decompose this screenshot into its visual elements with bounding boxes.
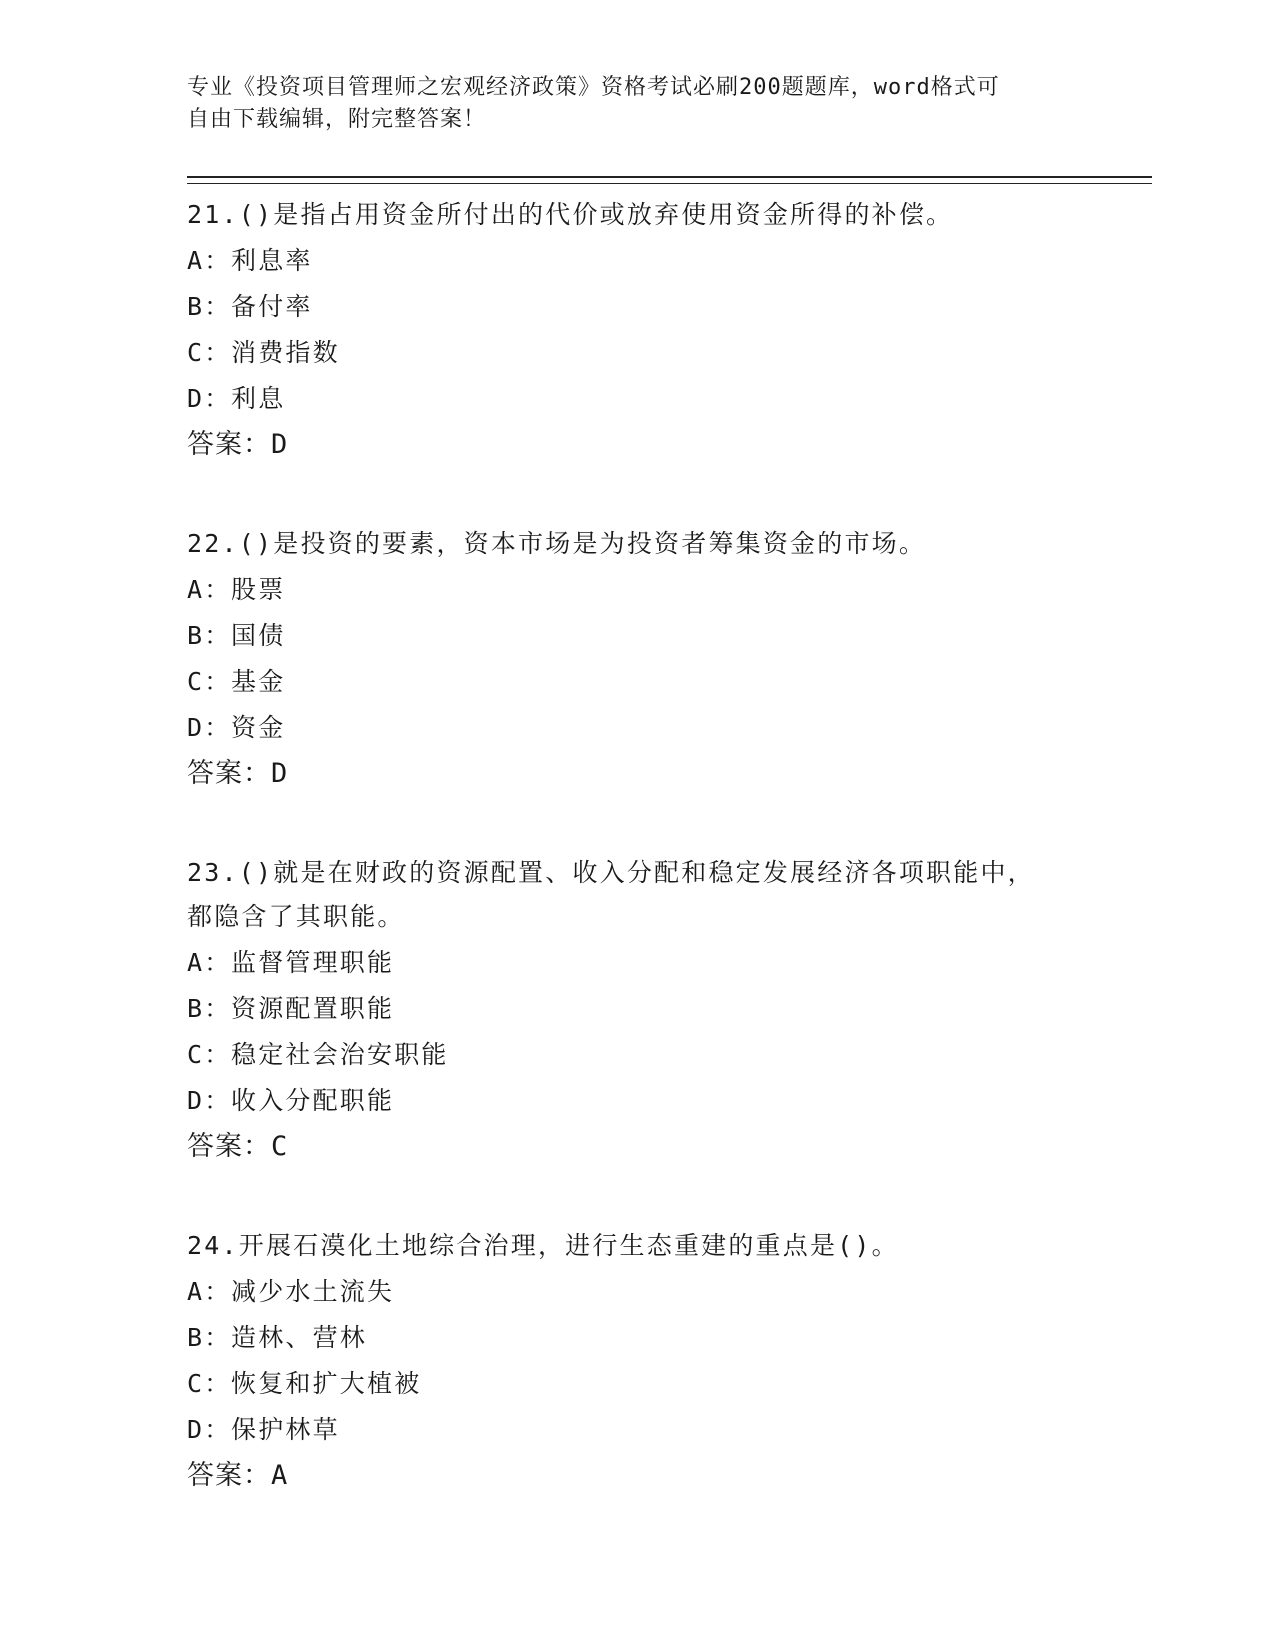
option-letter: A： xyxy=(187,948,232,977)
header-line-1: 专业《投资项目管理师之宏观经济政策》资格考试必刷200题题库，word格式可 xyxy=(187,75,1000,100)
option-text: 消费指数 xyxy=(231,338,340,367)
option-letter: D： xyxy=(187,713,232,742)
option-text: 减少水土流失 xyxy=(231,1277,395,1306)
option-text: 股票 xyxy=(231,575,286,604)
header-line-2: 自由下载编辑，附完整答案！ xyxy=(187,107,487,132)
option-b xyxy=(187,1315,1087,1361)
option-letter: D： xyxy=(187,384,232,413)
option-text: 收入分配职能 xyxy=(231,1086,395,1115)
option-c xyxy=(187,330,1087,376)
option-text: 国债 xyxy=(231,621,286,650)
header-divider-thick xyxy=(187,176,1152,178)
option-letter: A： xyxy=(187,575,232,604)
option-a xyxy=(187,238,1087,284)
option-text: 保护林草 xyxy=(231,1415,340,1444)
option-letter: A： xyxy=(187,246,232,275)
option-a xyxy=(187,1269,1087,1315)
option-a xyxy=(187,567,1087,613)
option-letter: B： xyxy=(187,292,232,321)
question-stem: 22.()是投资的要素，资本市场是为投资者筹集资金的市场。 xyxy=(187,529,927,558)
option-letter: C： xyxy=(187,1040,232,1069)
option-a xyxy=(187,940,1087,986)
question-23 xyxy=(187,850,1087,1170)
option-letter: C： xyxy=(187,338,232,367)
option-text: 监督管理职能 xyxy=(231,948,395,977)
option-b xyxy=(187,613,1087,659)
option-letter: D： xyxy=(187,1415,232,1444)
option-b xyxy=(187,284,1087,330)
option-d xyxy=(187,705,1087,751)
question-21 xyxy=(187,192,1087,468)
answer-line: 答案：D xyxy=(187,429,289,460)
option-text: 稳定社会治安职能 xyxy=(231,1040,449,1069)
option-letter: D： xyxy=(187,1086,232,1115)
option-text: 资源配置职能 xyxy=(231,994,395,1023)
header-divider-thin xyxy=(187,183,1152,184)
option-text: 造林、营林 xyxy=(231,1323,368,1352)
option-text: 恢复和扩大植被 xyxy=(231,1369,422,1398)
option-letter: C： xyxy=(187,667,232,696)
option-d xyxy=(187,1407,1087,1453)
option-d xyxy=(187,1078,1087,1124)
answer-line: 答案：A xyxy=(187,1460,289,1491)
option-text: 利息 xyxy=(231,384,286,413)
option-d xyxy=(187,376,1087,422)
document-header xyxy=(187,72,1067,136)
question-22 xyxy=(187,521,1087,797)
option-letter: B： xyxy=(187,994,232,1023)
option-b xyxy=(187,986,1087,1032)
option-letter: C： xyxy=(187,1369,232,1398)
option-letter: A： xyxy=(187,1277,232,1306)
option-text: 基金 xyxy=(231,667,286,696)
question-list xyxy=(187,192,1087,1552)
option-c xyxy=(187,1361,1087,1407)
option-text: 资金 xyxy=(231,713,286,742)
option-letter: B： xyxy=(187,1323,232,1352)
option-c xyxy=(187,659,1087,705)
option-text: 利息率 xyxy=(231,246,313,275)
question-stem: 24.开展石漠化土地综合治理，进行生态重建的重点是()。 xyxy=(187,1231,899,1260)
answer-line: 答案：C xyxy=(187,1131,289,1162)
question-24 xyxy=(187,1223,1087,1499)
question-stem: 23.()就是在财政的资源配置、收入分配和稳定发展经济各项职能中， xyxy=(187,858,1035,887)
question-stem-continued: 都隐含了其职能。 xyxy=(187,902,405,931)
option-c xyxy=(187,1032,1087,1078)
answer-line: 答案：D xyxy=(187,758,289,789)
option-text: 备付率 xyxy=(231,292,313,321)
option-letter: B： xyxy=(187,621,232,650)
question-stem: 21.()是指占用资金所付出的代价或放弃使用资金所得的补偿。 xyxy=(187,200,954,229)
